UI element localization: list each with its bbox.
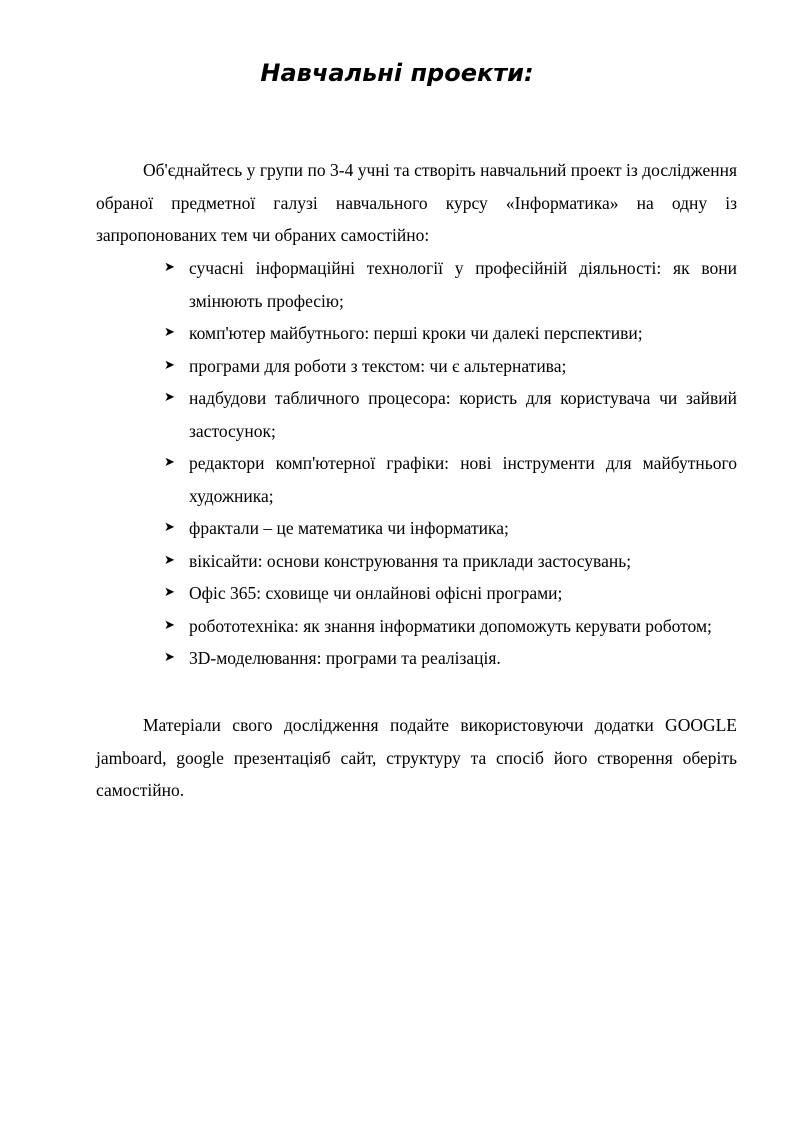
page-title: Навчальні проекти: [260, 59, 534, 87]
list-item [164, 350, 737, 383]
arrowhead-bullet-icon: ➤ [164, 357, 175, 373]
arrowhead-bullet-icon: ➤ [164, 455, 175, 470]
list-item-text: редактори комп'ютерної графіки: нові інструменти для майбутнього художника; [189, 453, 737, 506]
arrowhead-bullet-icon: ➤ [164, 390, 175, 405]
list-item [164, 317, 737, 350]
arrowhead-bullet-icon: ➤ [164, 260, 175, 275]
list-item-text: комп'ютер майбутнього: перші кроки чи далекі перспективи; [189, 323, 643, 343]
list-item [164, 512, 737, 545]
list-item [164, 382, 737, 447]
topic-list [164, 252, 737, 675]
arrowhead-bullet-icon: ➤ [164, 650, 175, 665]
arrowhead-bullet-icon: ➤ [164, 617, 175, 633]
intro-paragraph: Об'єднайтесь у групи по 3-4 учні та створіть навчальний проект із дослідження обраної предметної галузі навчального курсу «Інформатика» на одну із запропонованих тем чи обраних самостійно: [96, 160, 737, 245]
list-item-text: надбудови табличного процесора: користь для користувача чи зайвий застосунок; [189, 388, 737, 441]
list-item [164, 545, 737, 578]
list-item [164, 252, 737, 317]
list-item-text: сучасні інформаційні технології у професійній діяльності: як вони змінюють професію; [189, 258, 737, 311]
list-item-text: вікісайти: основи конструювання та приклади застосувань; [189, 550, 632, 571]
list-item-text: програми для роботи з текстом: чи є альтернатива; [189, 355, 567, 376]
list-item [164, 642, 737, 675]
outro-paragraph: Матеріали свого дослідження подайте використовуючи додатки GOOGLE jamboard, google презентаціяб сайт, структуру та спосіб його створення оберіть самостійно. [96, 715, 737, 800]
list-item [164, 577, 737, 610]
list-item-text: Офіс 365: сховище чи онлайнові офісні програми; [189, 583, 563, 603]
arrowhead-bullet-icon: ➤ [164, 585, 175, 600]
list-item-text: 3D-моделювання: програми та реалізація. [189, 648, 501, 668]
list-item [164, 447, 737, 512]
arrowhead-bullet-icon: ➤ [164, 520, 175, 535]
list-item [164, 610, 737, 643]
arrowhead-bullet-icon: ➤ [164, 552, 175, 568]
list-item-text: фрактали – це математика чи інформатика; [189, 518, 509, 538]
list-item-text: робототехніка: як знання інформатики допоможуть керувати роботом; [189, 615, 712, 636]
arrowhead-bullet-icon: ➤ [164, 325, 175, 340]
